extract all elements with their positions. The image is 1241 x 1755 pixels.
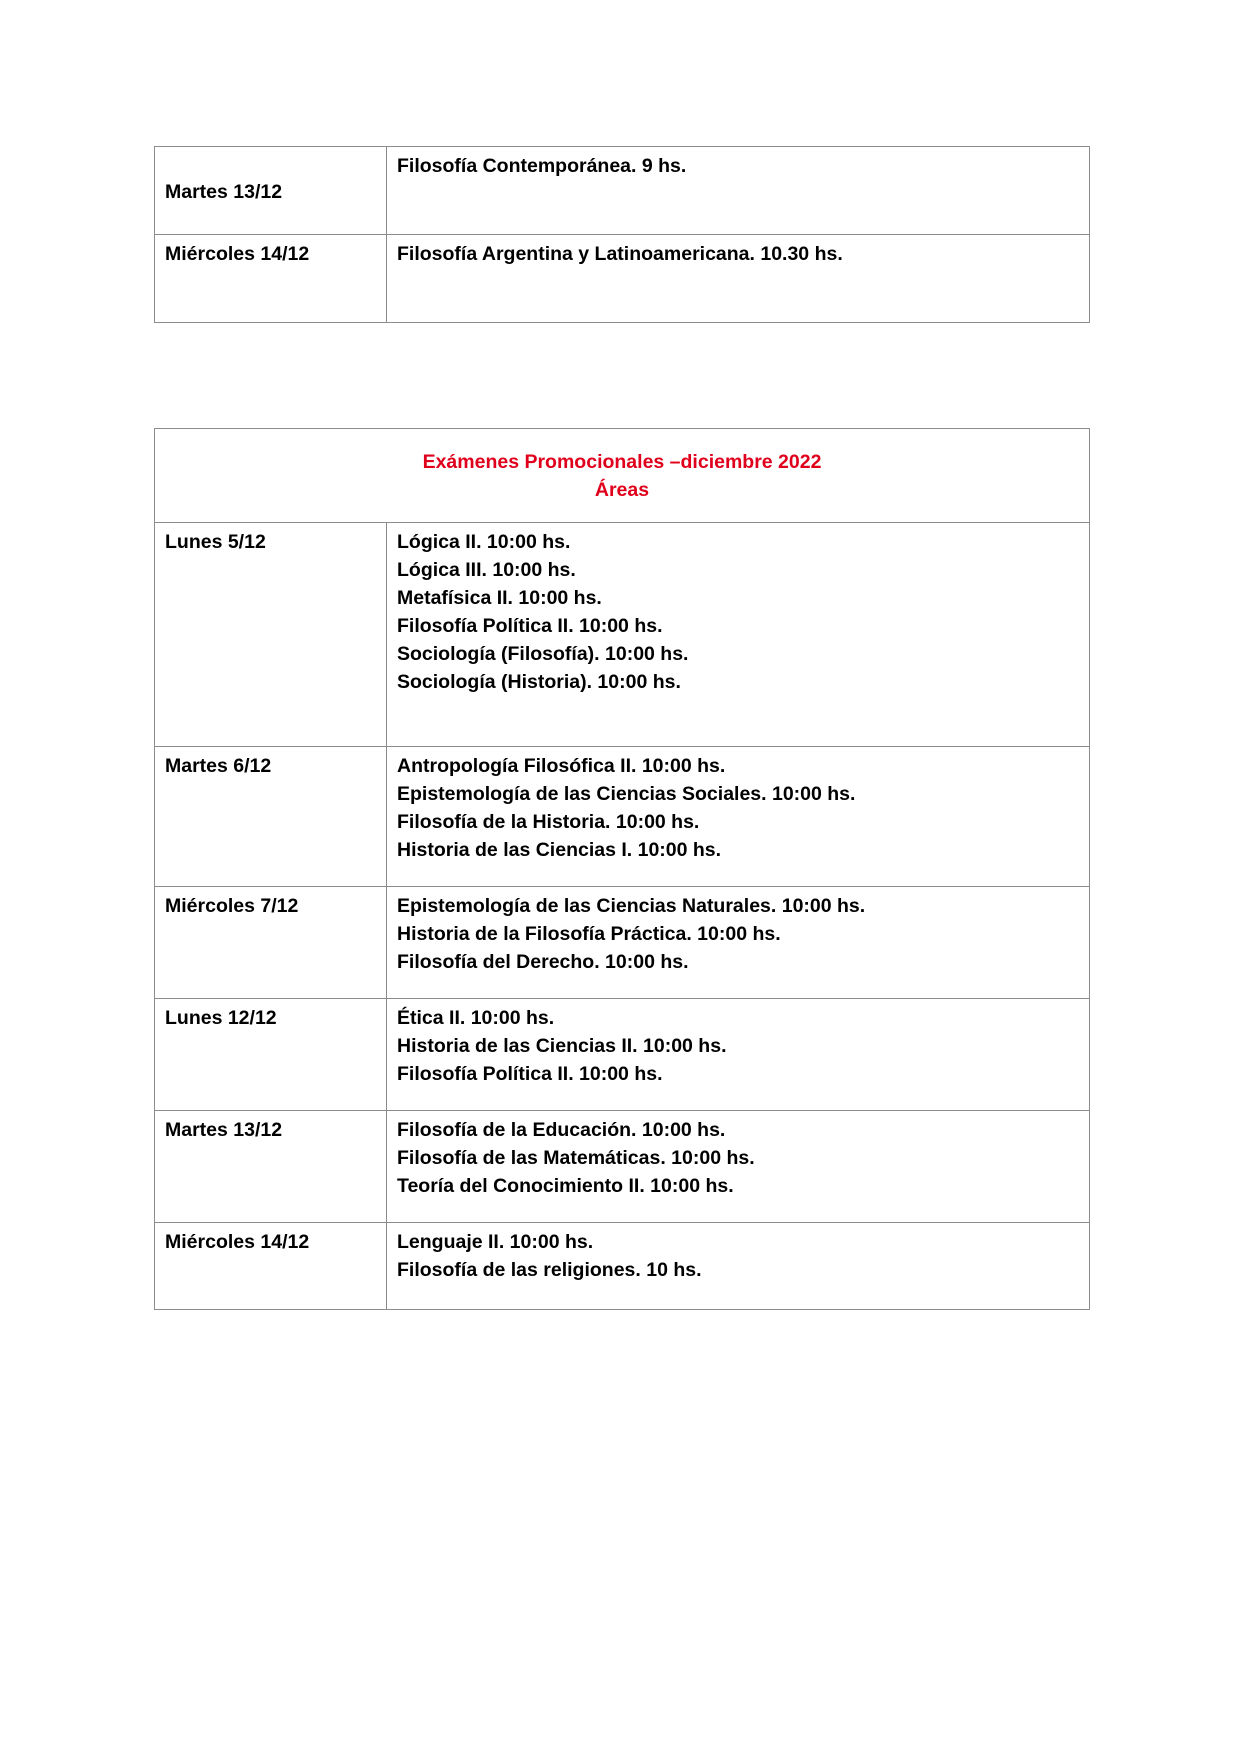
- day-label: Miércoles 14/12: [165, 1231, 310, 1253]
- day-label: Lunes 12/12: [165, 1007, 277, 1029]
- subject-line: Ética II. 10:00 hs.: [397, 1007, 555, 1029]
- subject-line: Lógica II. 10:00 hs.: [397, 531, 571, 553]
- subject-line: Filosofía Política II. 10:00 hs.: [397, 615, 663, 637]
- day-cell: [155, 1223, 387, 1310]
- promotional-exams-table: [154, 428, 1090, 1310]
- subject-line: Metafísica II. 10:00 hs.: [397, 587, 602, 609]
- day-cell: [155, 523, 387, 747]
- subject-line: Antropología Filosófica II. 10:00 hs.: [397, 755, 726, 777]
- subjects-cell: [387, 235, 1090, 323]
- table-title-cell: [155, 429, 1090, 523]
- table-row: [155, 1111, 1090, 1223]
- table-title: Exámenes Promocionales –diciembre 2022: [422, 450, 822, 473]
- day-label: Martes 13/12: [165, 181, 283, 203]
- subject-line: Lenguaje II. 10:00 hs.: [397, 1231, 594, 1253]
- subjects-cell: [387, 887, 1090, 999]
- subject-line: Historia de la Filosofía Práctica. 10:00 hs.: [397, 923, 781, 945]
- subjects-cell: [387, 999, 1090, 1111]
- subject-line: Historia de las Ciencias I. 10:00 hs.: [397, 839, 722, 861]
- table-row: [155, 1223, 1090, 1310]
- day-label: Lunes 5/12: [165, 531, 266, 553]
- day-cell: [155, 747, 387, 887]
- subjects-cell: [387, 147, 1090, 235]
- table-row: [155, 523, 1090, 747]
- day-label: Miércoles 14/12: [165, 243, 310, 265]
- table-row: [155, 235, 1090, 323]
- subject-line: Filosofía Política II. 10:00 hs.: [397, 1063, 663, 1085]
- day-label: Martes 13/12: [165, 1119, 283, 1141]
- day-label: Martes 6/12: [165, 755, 272, 777]
- day-cell: [155, 887, 387, 999]
- subject-line: Filosofía Argentina y Latinoamericana. 10.30 hs.: [397, 243, 843, 265]
- subject-line: Sociología (Historia). 10:00 hs.: [397, 671, 681, 693]
- subject-line: Filosofía de las Matemáticas. 10:00 hs.: [397, 1147, 755, 1169]
- subject-line: Sociología (Filosofía). 10:00 hs.: [397, 643, 689, 665]
- subject-line: Filosofía Contemporánea. 9 hs.: [397, 155, 687, 177]
- subject-line: Epistemología de las Ciencias Naturales. 10:00 hs.: [397, 895, 866, 917]
- table-subtitle: Áreas: [594, 478, 650, 501]
- day-cell: [155, 1111, 387, 1223]
- table-row: [155, 747, 1090, 887]
- subject-line: Filosofía de la Historia. 10:00 hs.: [397, 811, 700, 833]
- day-cell: [155, 235, 387, 323]
- day-cell: [155, 147, 387, 235]
- subjects-cell: [387, 1111, 1090, 1223]
- subject-line: Epistemología de las Ciencias Sociales. 10:00 hs.: [397, 783, 856, 805]
- subject-line: Filosofía de la Educación. 10:00 hs.: [397, 1119, 726, 1141]
- table-row: [155, 999, 1090, 1111]
- table-header-row: [155, 429, 1090, 523]
- table-row: [155, 147, 1090, 235]
- subjects-cell: [387, 523, 1090, 747]
- subjects-cell: [387, 747, 1090, 887]
- subject-line: Lógica III. 10:00 hs.: [397, 559, 576, 581]
- subject-line: Filosofía de las religiones. 10 hs.: [397, 1259, 702, 1281]
- schedule-table-continued: [154, 146, 1090, 323]
- day-cell: [155, 999, 387, 1111]
- day-label: Miércoles 7/12: [165, 895, 299, 917]
- subject-line: Teoría del Conocimiento II. 10:00 hs.: [397, 1175, 734, 1197]
- table-row: [155, 887, 1090, 999]
- subjects-cell: [387, 1223, 1090, 1310]
- subject-line: Filosofía del Derecho. 10:00 hs.: [397, 951, 689, 973]
- subject-line: Historia de las Ciencias II. 10:00 hs.: [397, 1035, 727, 1057]
